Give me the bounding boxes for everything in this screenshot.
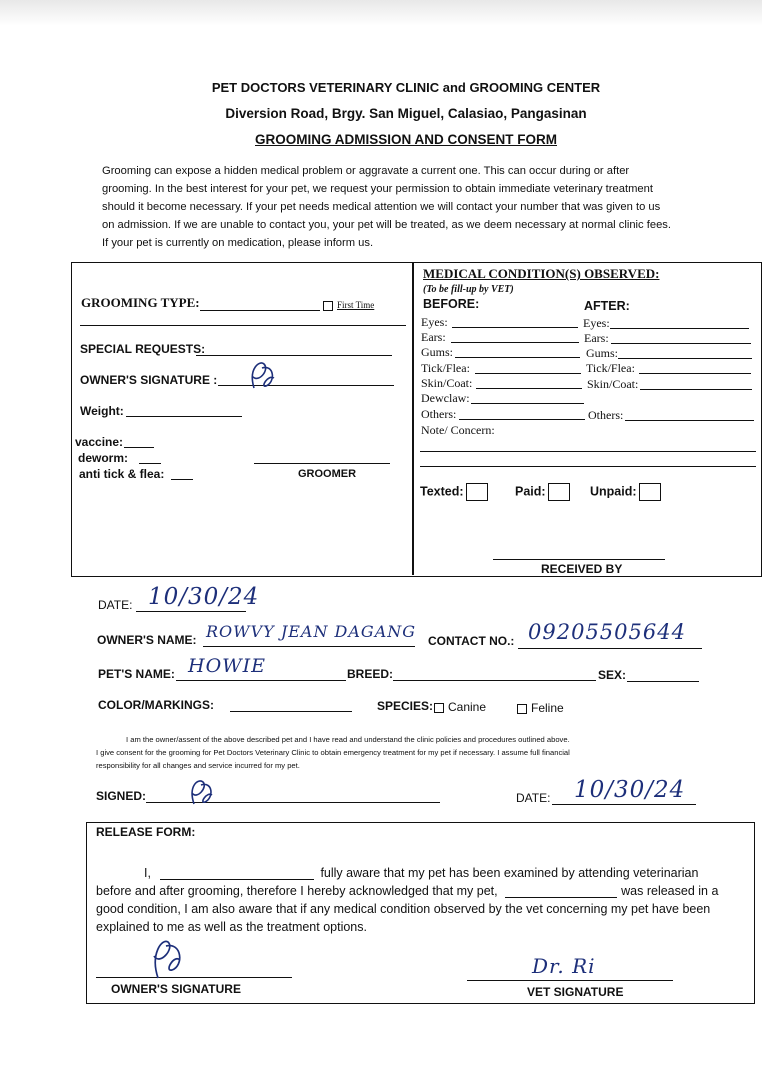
intro-line: on admission. If we are unable to contact you, your pet will be treated, as we deem necessary at normal clinic fees. (102, 219, 671, 231)
release-text (96, 864, 752, 936)
form-title: GROOMING ADMISSION AND CONSENT FORM (255, 132, 557, 147)
contact-field[interactable] (518, 648, 702, 649)
before-dewclaw-field[interactable] (471, 403, 584, 404)
texted-option[interactable] (420, 483, 488, 501)
release-name-field[interactable] (160, 879, 314, 880)
after-eyes-label: Eyes: (583, 316, 610, 330)
intro-line: should it become necessary. If your pet needs medical attention we will contact your number that was given to us (102, 201, 661, 213)
contact-value: 09205505644 (528, 620, 686, 644)
groomer-label: GROOMER (298, 468, 357, 480)
groomer-signature-line[interactable] (254, 463, 390, 464)
first-time-option[interactable] (323, 300, 374, 311)
before-eyes-label: Eyes: (421, 315, 448, 329)
release-text-2b: was released in a (621, 884, 719, 898)
texted-checkbox[interactable] (466, 483, 488, 501)
after-tickflea-field[interactable] (639, 373, 751, 374)
special-requests-label: SPECIAL REQUESTS: (80, 342, 206, 356)
release-owner-signature-label: OWNER'S SIGNATURE (111, 982, 241, 996)
paid-label: Paid: (515, 484, 546, 499)
feline-label: Feline (531, 701, 564, 715)
clinic-address: Diversion Road, Brgy. San Miguel, Calasiao, Pangasinan (225, 106, 587, 121)
after-eyes-field[interactable] (610, 328, 749, 329)
after-ears-label: Ears: (584, 331, 609, 345)
paid-checkbox[interactable] (548, 483, 570, 501)
before-ears-field[interactable] (451, 342, 579, 343)
signed-date-value: 10/30/24 (574, 777, 686, 803)
unpaid-checkbox[interactable] (639, 483, 661, 501)
owner-signature-scribble (244, 358, 278, 392)
pet-name-label: PET'S NAME: (98, 667, 175, 681)
before-ears-label: Ears: (421, 330, 446, 344)
owner-name-field[interactable] (203, 646, 415, 647)
after-heading: AFTER: (584, 299, 630, 313)
color-markings-field[interactable] (230, 711, 352, 712)
release-line-4: explained to me as well as the treatment options. (96, 920, 367, 934)
after-ears-field[interactable] (611, 343, 751, 344)
texted-label: Texted: (420, 484, 464, 499)
release-line-2 (96, 882, 752, 900)
before-skincoat-label: Skin/Coat: (421, 376, 473, 390)
vet-signature-line[interactable] (467, 980, 673, 981)
grooming-type-line[interactable] (80, 325, 406, 326)
after-others-label: Others: (588, 408, 624, 422)
first-time-checkbox[interactable] (323, 301, 333, 311)
release-line-1 (96, 864, 752, 882)
consent-line: I give consent for the grooming for Pet Doctors Veterinary Clinic to obtain emergency treatment for my pet if necessary. I assume full financial (96, 748, 570, 757)
species-label: SPECIES: (377, 699, 434, 713)
pet-name-value: HOWIE (188, 655, 267, 677)
color-markings-label: COLOR/MARKINGS: (98, 698, 214, 712)
before-gums-label: Gums: (421, 345, 454, 359)
feline-checkbox[interactable] (517, 704, 527, 714)
consent-line: I am the owner/assent of the above described pet and I have read and understand the clinic policies and procedures outlined above. (126, 735, 570, 744)
note-line-2[interactable] (420, 466, 756, 467)
unpaid-option[interactable] (590, 483, 661, 501)
vaccine-label: vaccine: (75, 435, 124, 449)
after-others-field[interactable] (625, 420, 754, 421)
before-gums-field[interactable] (455, 357, 580, 358)
date-field[interactable] (136, 611, 246, 612)
note-label: Note/ Concern: (421, 423, 495, 437)
release-owner-signature-line[interactable] (96, 977, 292, 978)
after-gums-label: Gums: (586, 346, 619, 360)
canine-label: Canine (448, 700, 487, 714)
species-feline-option[interactable] (517, 701, 564, 715)
intro-line: Grooming can expose a hidden medical problem or aggravate a current one. This can occur during or after (102, 165, 630, 177)
table-divider (412, 263, 414, 575)
release-i: I, (144, 866, 151, 880)
pet-name-field[interactable] (176, 680, 346, 681)
before-dewclaw-label: Dewclaw: (421, 391, 470, 405)
received-by-label: RECEIVED BY (541, 562, 623, 576)
release-owner-scribble (144, 934, 188, 980)
medical-subtitle: (To be fill-up by VET) (423, 284, 514, 295)
before-skincoat-field[interactable] (476, 388, 582, 389)
grooming-type-label: GROOMING TYPE: (81, 295, 200, 310)
release-pet-field[interactable] (505, 897, 617, 898)
owner-name-label: OWNER'S NAME: (97, 633, 197, 647)
scan-edge (0, 0, 762, 26)
owner-signature-label: OWNER'S SIGNATURE : (80, 373, 218, 387)
weight-field[interactable] (126, 416, 242, 417)
date-value: 10/30/24 (148, 584, 260, 610)
received-by-line[interactable] (493, 559, 665, 560)
date-label: DATE: (98, 598, 133, 612)
weight-label: Weight: (80, 404, 124, 418)
unpaid-label: Unpaid: (590, 484, 637, 499)
sex-field[interactable] (627, 681, 699, 682)
after-gums-field[interactable] (618, 358, 752, 359)
intro-line: If your pet is currently on medication, please inform us. (102, 237, 374, 249)
before-heading: BEFORE: (423, 297, 480, 311)
vaccine-field[interactable] (124, 447, 154, 448)
vet-signature-label: VET SIGNATURE (527, 985, 624, 999)
before-others-label: Others: (421, 407, 457, 421)
vet-signature-value: Dr. Ri (532, 954, 596, 978)
intro-paragraph (102, 162, 722, 252)
deworm-field[interactable] (139, 463, 161, 464)
before-eyes-field[interactable] (452, 327, 578, 328)
before-tickflea-field[interactable] (475, 373, 581, 374)
grooming-type-field[interactable] (200, 310, 320, 311)
first-time-label: First Time (337, 300, 375, 310)
before-others-field[interactable] (459, 419, 585, 420)
intro-line: grooming. In the best interest for your pet, we request your permission to obtain immediate veterinary treatment (102, 183, 653, 195)
anti-tick-label: anti tick & flea: (79, 467, 165, 481)
signed-scribble (184, 776, 218, 808)
medical-title: MEDICAL CONDITION(S) OBSERVED: (423, 266, 660, 281)
consent-line: responsibility for all changes and service incurred for my pet. (96, 761, 300, 770)
before-tickflea-label: Tick/Flea: (421, 361, 470, 375)
release-text-1: fully aware that my pet has been examined by attending veterinarian (320, 866, 699, 880)
release-line-3: good condition, I am also aware that if any medical condition observed by the vet concerning my pet have been (96, 902, 711, 916)
paid-option[interactable] (515, 483, 570, 501)
signed-date-field[interactable] (552, 804, 696, 805)
contact-label: CONTACT NO.: (428, 634, 515, 648)
breed-label: BREED: (347, 667, 394, 681)
after-skincoat-field[interactable] (640, 389, 752, 390)
breed-field[interactable] (393, 680, 596, 681)
sex-label: SEX: (598, 668, 627, 682)
signed-date-label: DATE: (516, 791, 551, 805)
consent-paragraph (96, 733, 708, 772)
owner-name-value: ROWVY JEAN DAGANG (206, 622, 417, 641)
anti-tick-field[interactable] (171, 479, 193, 480)
note-line-1[interactable] (420, 451, 756, 452)
release-title: RELEASE FORM: (96, 825, 196, 839)
special-requests-field[interactable] (196, 355, 392, 356)
signed-label: SIGNED: (96, 789, 147, 803)
release-text-2a: before and after grooming, therefore I hereby acknowledged that my pet, (96, 884, 498, 898)
after-tickflea-label: Tick/Flea: (586, 361, 635, 375)
deworm-label: deworm: (78, 451, 129, 465)
clinic-name: PET DOCTORS VETERINARY CLINIC and GROOMING CENTER (211, 80, 601, 95)
species-canine-option[interactable] (434, 700, 486, 714)
canine-checkbox[interactable] (434, 703, 444, 713)
after-skincoat-label: Skin/Coat: (587, 377, 639, 391)
